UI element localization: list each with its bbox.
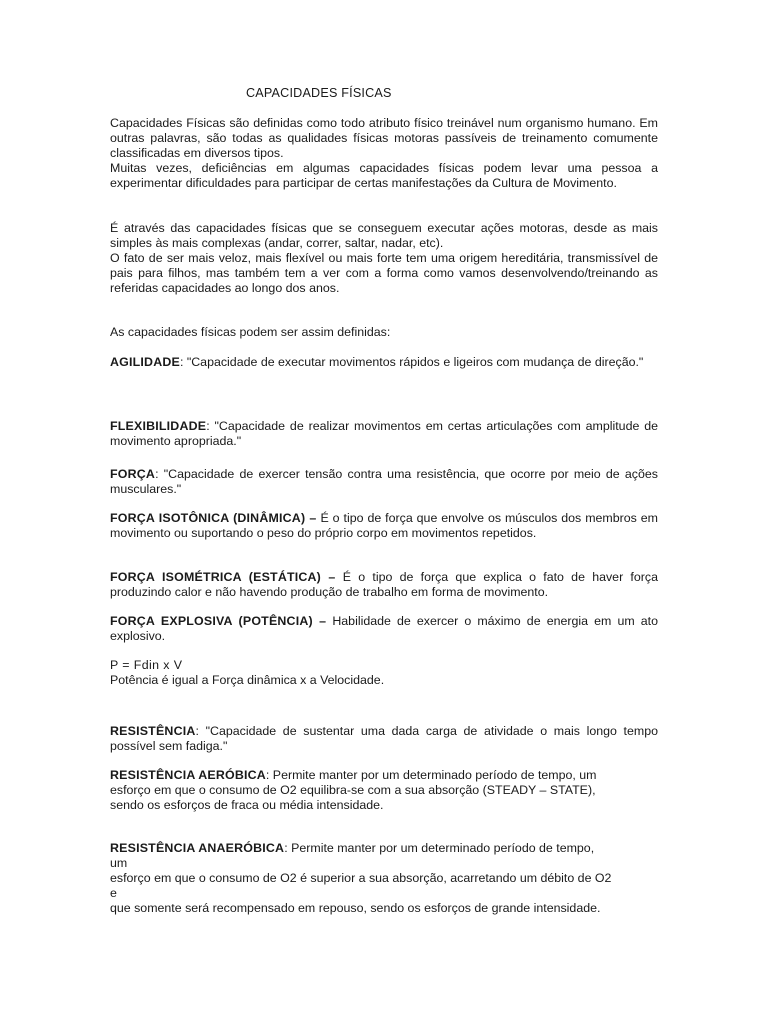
definition-text: É o tipo de força que envolve os músculos dos membros em movimento ou suportando o peso do próprio corpo em movimentos repetidos. xyxy=(110,511,658,540)
definition-resistencia xyxy=(110,724,658,754)
definition-text-line: esforço em que o consumo de O2 é superior a sua absorção, acarretando um débito de O2 xyxy=(110,871,612,885)
definition-text-line: um xyxy=(110,856,128,870)
definition-forca-explosiva xyxy=(110,614,658,644)
power-formula: P = Fdin x V xyxy=(110,658,183,672)
definition-forca-isotonica xyxy=(110,511,658,541)
definition-text: É o tipo de força que explica o fato de haver força produzindo calor e não havendo produção de trabalho em forma de movimento. xyxy=(110,570,658,599)
definition-text: : "Capacidade de realizar movimentos em certas articulações com amplitude de movimento apropriada." xyxy=(110,419,658,448)
definition-text: : "Capacidade de exercer tensão contra uma resistência, que ocorre por meio de ações musculares." xyxy=(110,467,658,496)
definition-term: RESISTÊNCIA AERÓBICA xyxy=(110,768,266,782)
definition-term: FORÇA ISOMÉTRICA (ESTÁTICA) – xyxy=(110,570,336,584)
definition-term: RESISTÊNCIA ANAERÓBICA xyxy=(110,841,285,855)
intro-paragraph-2: Muitas vezes, deficiências em algumas capacidades físicas podem levar uma pessoa a experimentar dificuldades para participar de certas manifestações da Cultura de Movimento. xyxy=(110,161,658,190)
definition-term: FORÇA ISOTÔNICA (DINÂMICA) – xyxy=(110,511,317,525)
definition-text-line: sendo os esforços de fraca ou média intensidade. xyxy=(110,798,384,812)
definition-text-line: esforço em que o consumo de O2 equilibra-se com a sua absorção (STEADY – STATE), xyxy=(110,783,596,797)
definition-resistencia-anaerobica xyxy=(110,841,658,916)
power-formula-explanation: Potência é igual a Força dinâmica x a Velocidade. xyxy=(110,673,385,687)
intro-paragraph-1: Capacidades Físicas são definidas como todo atributo físico treinável num organismo humano. Em outras palavras, são todas as qualidades físicas motoras passíveis de treinamento comumente classificadas em diversos tipos. xyxy=(110,116,658,160)
definition-text: : "Capacidade de sustentar uma dada carga de atividade o mais longo tempo possível sem fadiga." xyxy=(110,724,658,753)
definition-forca xyxy=(110,467,658,497)
definition-text-line: : Permite manter por um determinado período de tempo, um xyxy=(265,768,597,782)
intro-paragraph-3: É através das capacidades físicas que se conseguem executar ações motoras, desde as mais simples às mais complexas (andar, correr, saltar, nadar, etc). xyxy=(110,221,658,250)
definition-text: : "Capacidade de executar movimentos rápidos e ligeiros com mudança de direção." xyxy=(179,355,644,369)
definition-term: FLEXIBILIDADE xyxy=(110,419,207,433)
definition-text-line: que somente será recompensado em repouso, sendo os esforços de grande intensidade. xyxy=(110,901,601,915)
definition-term: FORÇA EXPLOSIVA (POTÊNCIA) – xyxy=(110,614,327,628)
definition-forca-isometrica xyxy=(110,570,658,600)
definition-term: AGILIDADE xyxy=(110,355,180,369)
document-title: CAPACIDADES FÍSICAS xyxy=(246,86,392,100)
definition-agilidade xyxy=(110,355,658,370)
definition-text-line: : Permite manter por um determinado período de tempo, xyxy=(284,841,595,855)
intro-paragraph-5: As capacidades físicas podem ser assim definidas: xyxy=(110,325,391,339)
intro-paragraph-4: O fato de ser mais veloz, mais flexível ou mais forte tem uma origem hereditária, transmissível de pais para filhos, mas também tem a ver com a forma como vamos desenvolvendo/treinando as referidas capacidades ao longo dos anos. xyxy=(110,251,658,295)
definition-text: Habilidade de exercer o máximo de energia em um ato explosivo. xyxy=(110,614,659,643)
definition-text-line: e xyxy=(110,886,117,900)
definition-term: RESISTÊNCIA xyxy=(110,724,196,738)
definition-term: FORÇA xyxy=(110,467,156,481)
definition-flexibilidade xyxy=(110,419,658,449)
definition-resistencia-aerobica xyxy=(110,768,658,813)
